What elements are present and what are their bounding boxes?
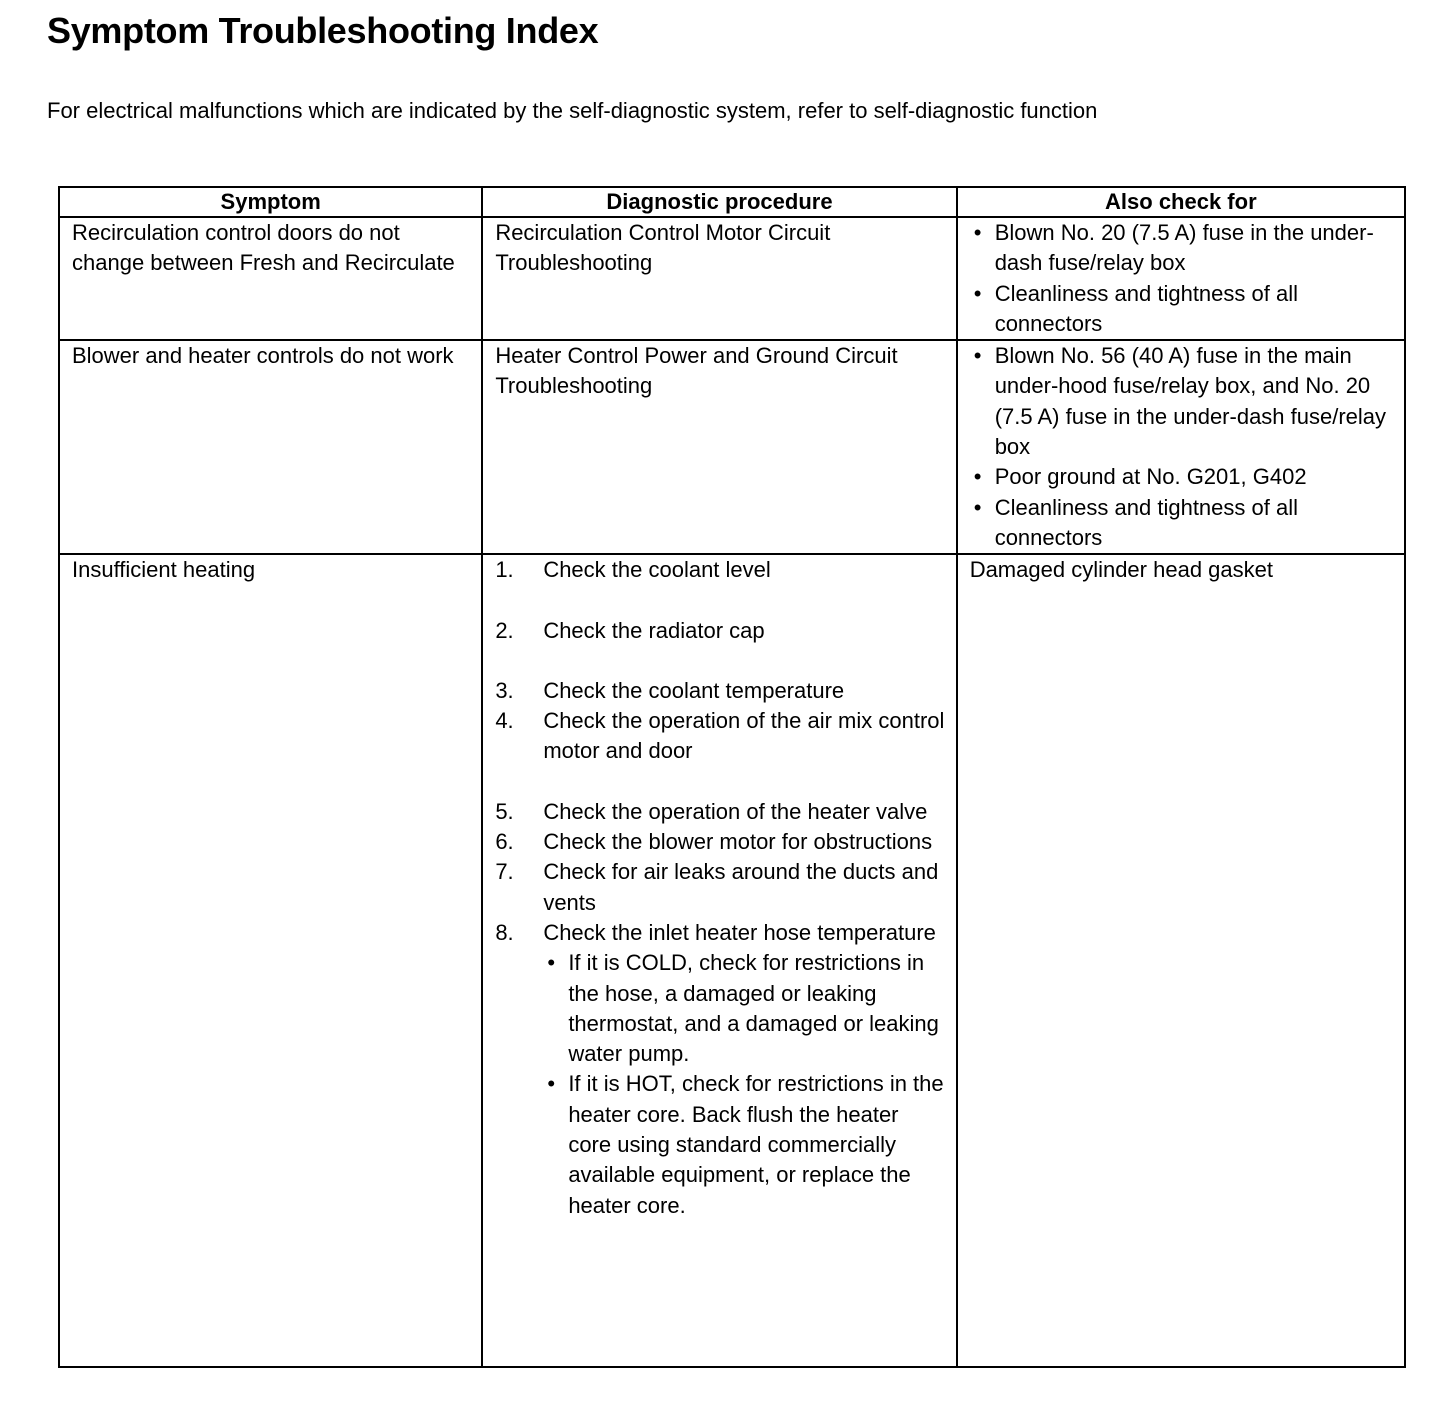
list-item: • Blown No. 56 (40 A) fuse in the main under-hood fuse/relay box, and No. 20 (7.5 A) fuse in the under-dash fuse/relay box [970,341,1394,462]
list-item: • Blown No. 20 (7.5 A) fuse in the under-dash fuse/relay box [970,218,1394,279]
step-item: 4. Check the operation of the air mix control motor and door [495,708,945,764]
procedure-cell [482,554,956,1367]
sub-item: • If it is HOT, check for restrictions in the heater core. Back flush the heater core using standard commercially available equipment, or replace the heater core. [543,1069,945,1220]
procedure-cell: Heater Control Power and Ground Circuit Troubleshooting [482,340,956,554]
table-row [59,340,1405,554]
step-item: 1. Check the coolant level [495,557,771,583]
header-also-check: Also check for [957,187,1405,217]
step-item: 2. Check the radiator cap [495,617,765,643]
step-item: 3. Check the coolant temperature [495,677,845,703]
step-item: 6. Check the blower motor for obstructions [495,829,933,855]
step-item: 8. Check the inlet heater hose temperature • If it is COLD, check for restrictions in the hose, a damaged or leaking thermostat, and a damaged or leaking water pump. • If it is HOT, check for restrictions in the heater core. Back flush the heater core using standard commercially available equipment, or replace the heater core. [495,918,945,1221]
step-item: 5. Check the operation of the heater valve [495,798,928,824]
table-row [59,554,1405,1367]
also-check-cell [957,340,1405,554]
step-item: 7. Check for air leaks around the ducts and vents [495,859,939,915]
procedure-cell: Recirculation Control Motor Circuit Troubleshooting [482,217,956,340]
header-symptom: Symptom [59,187,482,217]
symptom-cell: Recirculation control doors do not change between Fresh and Recirculate [59,217,482,340]
symptom-cell: Blower and heater controls do not work [59,340,482,554]
header-procedure: Diagnostic procedure [482,187,956,217]
list-item: • Cleanliness and tightness of all connectors [970,493,1394,554]
symptom-cell: Insufficient heating [59,554,482,1367]
list-item: • Poor ground at No. G201, G402 [970,462,1394,492]
also-check-cell: Damaged cylinder head gasket [957,554,1405,1367]
table-row [59,217,1405,340]
list-item: • Cleanliness and tightness of all connectors [970,279,1394,340]
table-header [59,187,1405,217]
troubleshooting-table [58,186,1406,1368]
sub-item: • If it is COLD, check for restrictions in the hose, a damaged or leaking thermostat, and a damaged or leaking water pump. [543,948,945,1069]
also-check-cell [957,217,1405,340]
page-title: Symptom Troubleshooting Index [47,10,599,51]
intro-text: For electrical malfunctions which are indicated by the self-diagnostic system, refer to self-diagnostic function [47,98,1098,123]
